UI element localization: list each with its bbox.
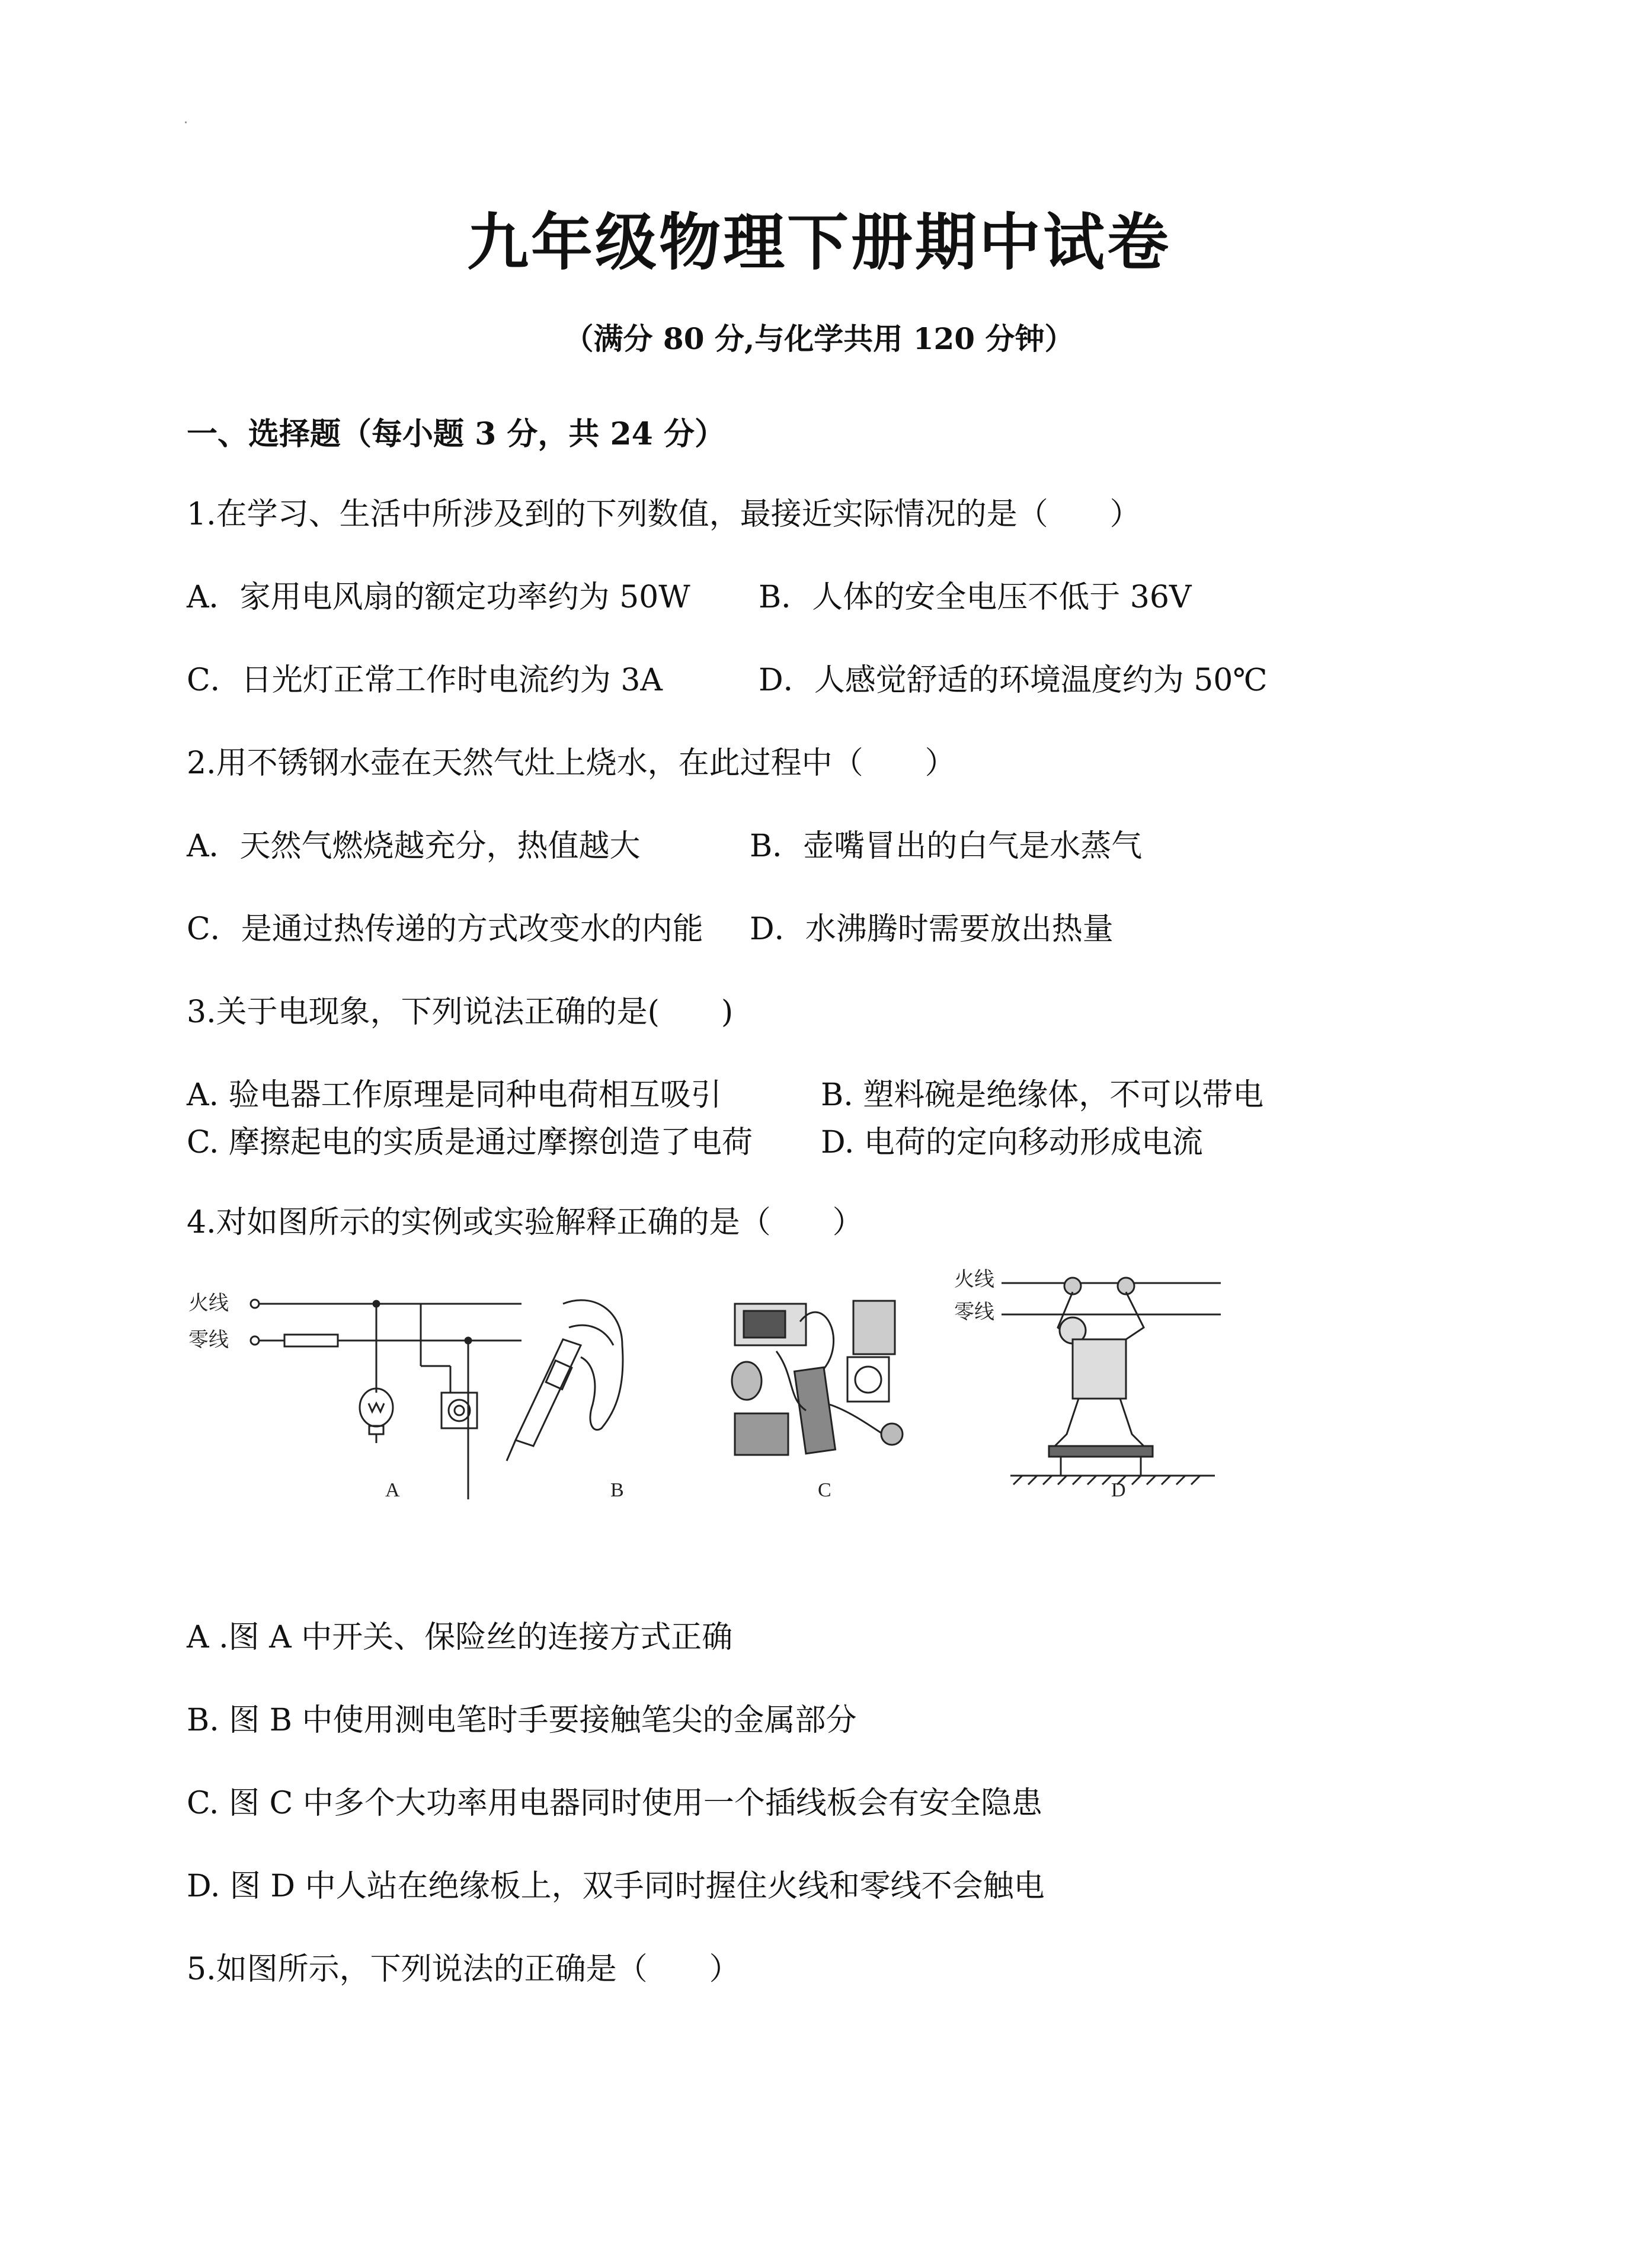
question-1-stem: 1.在学习、生活中所涉及到的下列数值，最接近实际情况的是（ ） <box>187 497 1141 532</box>
panel-a-neutral-wire-label: 零线 <box>188 1328 229 1352</box>
panel-c-appliances <box>732 1301 903 1501</box>
question-4-figure <box>184 1256 1245 1505</box>
question-2-option-b: B．壶嘴冒出的白气是水蒸气 <box>750 828 1143 864</box>
question-3-option-b: B. 塑料碗是绝缘体，不可以带电 <box>821 1077 1264 1113</box>
question-2-option-c: C．是通过热传递的方式改变水的内能 <box>187 911 703 947</box>
question-4-option-d: D. 图 D 中人站在绝缘板上，双手同时握住火线和零线不会触电 <box>187 1869 1045 1904</box>
panel-b-label: B <box>610 1479 624 1501</box>
question-3-stem: 3.关于电现象，下列说法正确的是( ) <box>187 994 734 1030</box>
question-1-option-a: A．家用电风扇的额定功率约为 50W <box>187 580 690 615</box>
panel-a-label: A <box>385 1479 400 1501</box>
question-4-option-a: A .图 A 中开关、保险丝的连接方式正确 <box>187 1620 733 1655</box>
question-4-option-b: B. 图 B 中使用测电笔时手要接触笔尖的金属部分 <box>187 1703 857 1738</box>
panel-d-label: D <box>1111 1479 1126 1501</box>
question-3-option-d: D. 电荷的定向移动形成电流 <box>821 1125 1203 1160</box>
panel-a-circuit <box>188 1291 522 1501</box>
panel-a-live-wire-label: 火线 <box>188 1291 229 1315</box>
question-3-option-c: C. 摩擦起电的实质是通过摩擦创造了电荷 <box>187 1125 753 1160</box>
question-2-stem: 2.用不锈钢水壶在天然气灶上烧水，在此过程中（ ） <box>187 746 956 781</box>
panel-d-neutral-wire-label: 零线 <box>954 1300 994 1324</box>
question-2-option-a: A．天然气燃烧越充分，热值越大 <box>187 828 641 864</box>
exam-title: 九年级物理下册期中试卷 <box>466 206 1171 279</box>
question-1-option-c: C．日光灯正常工作时电流约为 3A <box>187 663 663 698</box>
panel-d-person <box>954 1268 1221 1501</box>
question-4-option-c: C. 图 C 中多个大功率用电器同时使用一个插线板会有安全隐患 <box>187 1786 1042 1821</box>
question-5-stem: 5.如图所示，下列说法的正确是（ ） <box>187 1952 740 1987</box>
exam-subtitle: （满分 80 分,与化学共用 120 分钟） <box>564 321 1074 356</box>
question-1-option-d: D．人感觉舒适的环境温度约为 50℃ <box>759 663 1268 698</box>
panel-c-label: C <box>818 1479 831 1501</box>
corner-mark <box>185 121 187 123</box>
question-4-stem: 4.对如图所示的实例或实验解释正确的是（ ） <box>187 1205 863 1240</box>
question-2-option-d: D．水沸腾时需要放出热量 <box>750 911 1114 947</box>
question-3-option-a: A. 验电器工作原理是同种电荷相互吸引 <box>187 1077 722 1113</box>
question-1-option-b: B．人体的安全电压不低于 36V <box>759 580 1192 615</box>
panel-b-test-pen <box>507 1300 624 1501</box>
section-heading: 一、选择题（每小题 3 分，共 24 分） <box>187 416 725 452</box>
panel-d-live-wire-label: 火线 <box>954 1268 994 1291</box>
